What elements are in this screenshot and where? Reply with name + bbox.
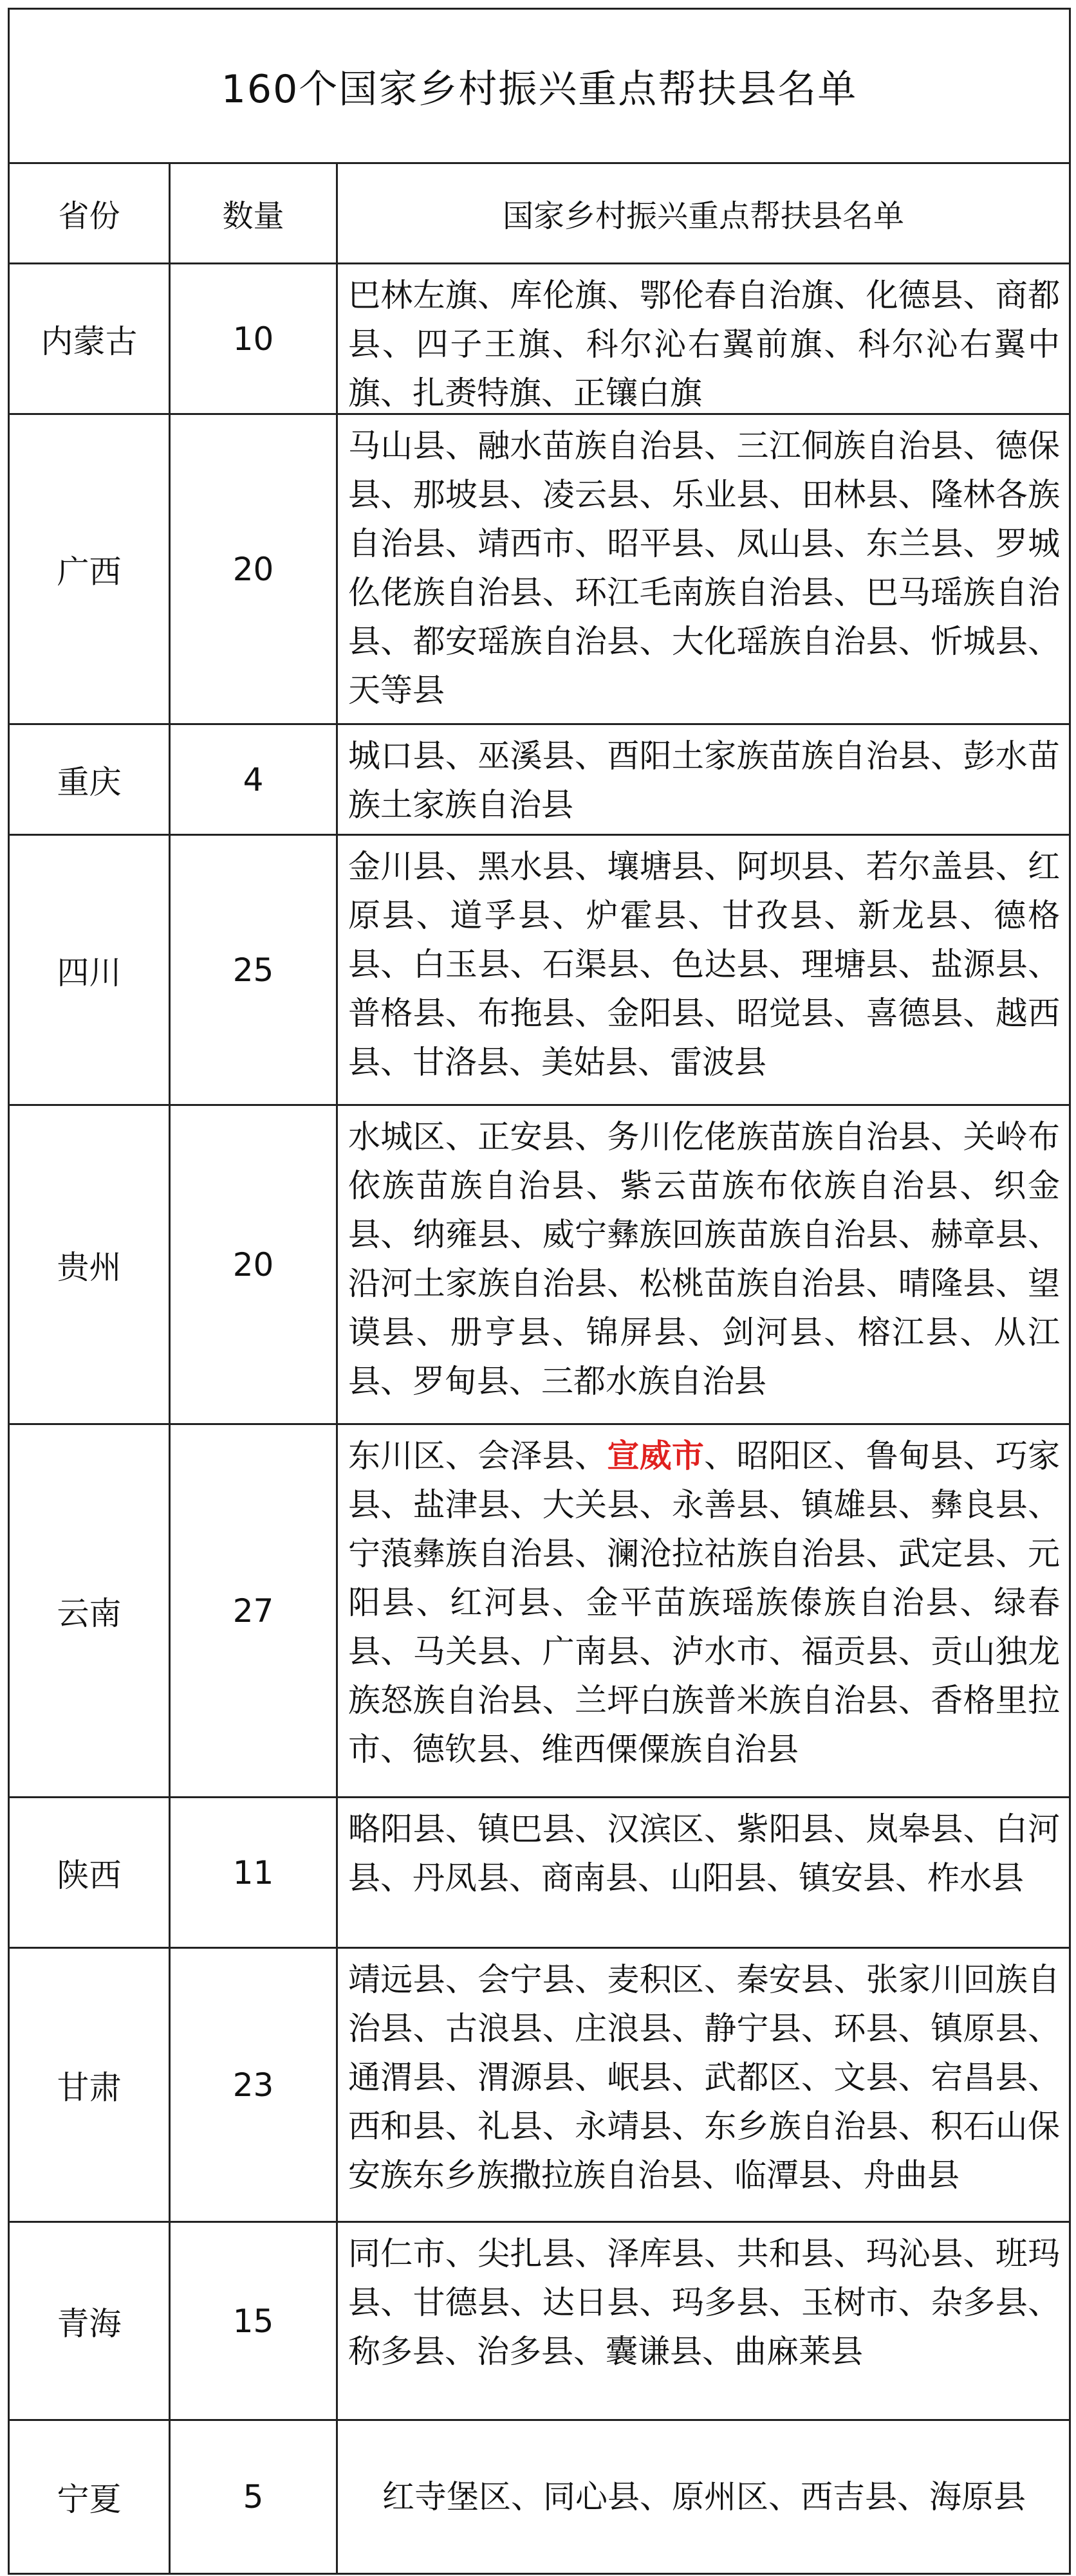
province-cell: 广西 <box>10 415 171 723</box>
county-name: 舟曲县 <box>863 2157 960 2194</box>
table-row <box>10 1106 1069 1425</box>
table-row <box>10 2421 1069 2573</box>
county-name: 晴隆县 <box>898 1265 996 1302</box>
county-name: 鲁甸县 <box>866 1437 963 1475</box>
province-cell: 云南 <box>10 1425 171 1796</box>
table-row <box>10 264 1069 415</box>
county-name: 杂多县 <box>931 2284 1028 2321</box>
county-name: 金阳县 <box>607 995 705 1032</box>
table-row <box>10 836 1069 1106</box>
county-name: 巫溪县 <box>478 737 575 775</box>
county-name: 喜德县 <box>866 995 963 1032</box>
county-name: 维西傈僳族自治县 <box>541 1731 799 1768</box>
county-list: 城口县、巫溪县、酉阳土家族苗族自治县、彭水苗族土家族自治县 <box>348 737 1061 823</box>
county-name: 红寺堡区 <box>382 2478 511 2516</box>
county-name: 松桃苗族自治县 <box>639 1265 866 1302</box>
province-cell: 贵州 <box>10 1106 171 1423</box>
county-name: 丹凤县 <box>413 1859 509 1897</box>
county-list: 靖远县、会宁县、麦积区、秦安县、张家川回族自治县、古浪县、庄浪县、静宁县、环县、镇原县、通渭县、渭源县、岷县、武都区、文县、宕昌县、西和县、礼县、永靖县、东乡族自治县、积石山保安族东乡族撒拉族自治县、临潭县、舟曲县 <box>348 1961 1061 2194</box>
county-name: 环江毛南族自治县 <box>575 574 834 611</box>
county-name: 贡山独龙族怒族自治县 <box>348 1633 1061 1719</box>
county-name: 会泽县 <box>478 1437 575 1475</box>
county-name: 剑河县 <box>721 1314 824 1351</box>
county-list: 红寺堡区、同心县、原州区、西吉县、海原县 <box>382 2478 1026 2516</box>
count-cell: 11 <box>171 1798 338 1947</box>
county-name: 盐津县 <box>413 1486 510 1523</box>
county-name: 红原县 <box>348 848 1061 934</box>
county-name: 理塘县 <box>801 946 898 983</box>
county-name: 福贡县 <box>801 1633 898 1670</box>
county-name: 紫阳县 <box>736 1810 834 1848</box>
county-name: 化德县 <box>866 277 963 314</box>
county-name: 绿春县 <box>348 1584 1061 1670</box>
county-name: 科尔沁右翼中旗 <box>348 326 1061 412</box>
county-name: 永善县 <box>671 1486 769 1523</box>
county-name: 东兰县 <box>866 525 963 562</box>
county-name: 巴马瑶族自治县 <box>348 574 1061 660</box>
county-name: 马山县 <box>348 427 445 465</box>
county-name: 昭觉县 <box>736 995 834 1032</box>
county-list: 巴林左旗、库伦旗、鄂伦春自治旗、化德县、商都县、四子王旗、科尔沁右翼前旗、科尔沁右翼中旗、扎赉特旗、正镶白旗 <box>348 277 1061 412</box>
county-name: 西和县 <box>348 2108 445 2145</box>
county-name: 大关县 <box>542 1486 640 1523</box>
county-name: 德钦县 <box>413 1731 509 1768</box>
county-name: 镇巴县 <box>478 1810 575 1848</box>
county-name: 原州区 <box>672 2478 768 2516</box>
county-name: 同仁市 <box>348 2235 445 2272</box>
county-name: 甘孜县 <box>721 897 824 934</box>
county-name: 白玉县 <box>413 946 510 983</box>
count-cell: 5 <box>171 2421 338 2573</box>
county-list: 同仁市、尖扎县、泽库县、共和县、玛沁县、班玛县、甘德县、达日县、玛多县、玉树市、杂多县、称多县、治多县、囊谦县、曲麻莱县 <box>348 2235 1061 2370</box>
county-list: 水城区、正安县、务川仡佬族苗族自治县、关岭布依族苗族自治县、紫云苗族布依族自治县、织金县、纳雍县、威宁彝族回族苗族自治县、赫章县、沿河土家族自治县、松桃苗族自治县、晴隆县、望谟县、册亨县、锦屏县、剑河县、榕江县、从江县、罗甸县、三都水族自治县 <box>348 1118 1061 1400</box>
county-name: 美姑县 <box>541 1044 638 1081</box>
county-name: 昭阳区 <box>736 1437 834 1475</box>
county-name: 武都区 <box>704 2059 802 2096</box>
county-name: 务川仡佬族苗族自治县 <box>607 1118 931 1155</box>
county-name: 镇安县 <box>799 1859 895 1897</box>
header-count: 数量 <box>171 164 338 262</box>
county-name: 同心县 <box>543 2478 640 2516</box>
county-name: 巧家县 <box>348 1437 1061 1523</box>
county-name: 商都县 <box>348 277 1061 363</box>
county-name: 庄浪县 <box>575 2010 672 2047</box>
province-cell: 甘肃 <box>10 1949 171 2221</box>
county-name: 鄂伦春自治旗 <box>639 277 834 314</box>
county-name: 兰坪白族普米族自治县 <box>575 1682 898 1719</box>
county-name: 若尔盖县 <box>866 848 996 885</box>
county-name: 从江县 <box>348 1314 1061 1400</box>
county-name: 彝良县 <box>931 1486 1028 1523</box>
count-cell: 27 <box>171 1425 338 1796</box>
county-name: 岚皋县 <box>866 1810 963 1848</box>
county-table <box>8 8 1071 2575</box>
county-name: 秦安县 <box>736 1961 834 1998</box>
county-name: 三江侗族自治县 <box>736 427 963 465</box>
county-name: 新龙县 <box>858 897 960 934</box>
county-name: 阿坝县 <box>736 848 834 885</box>
county-name: 商南县 <box>541 1859 638 1897</box>
county-name: 会宁县 <box>478 1961 575 1998</box>
county-name: 靖远县 <box>348 1961 445 1998</box>
county-name: 囊谦县 <box>606 2333 702 2370</box>
county-name: 马关县 <box>413 1633 510 1670</box>
county-name: 盐源县 <box>931 946 1028 983</box>
county-name: 东川区 <box>348 1437 445 1475</box>
county-name: 正安县 <box>478 1118 575 1155</box>
table-row <box>10 1798 1069 1949</box>
county-name: 治多县 <box>477 2333 573 2370</box>
county-name: 紫云苗族布依族自治县 <box>620 1167 960 1204</box>
county-name: 酉阳土家族苗族自治县 <box>607 737 931 775</box>
county-name: 达日县 <box>542 2284 640 2321</box>
county-name: 积石山保安族东乡族撒拉族自治县 <box>348 2108 1061 2194</box>
county-name: 天等县 <box>348 672 445 709</box>
county-list: 东川区、会泽县、宣威市、昭阳区、鲁甸县、巧家县、盐津县、大关县、永善县、镇雄县、彝良县、宁蒗彝族自治县、澜沧拉祜族自治县、武定县、元阳县、红河县、金平苗族瑶族傣族自治县、绿春县、马关县、广南县、泸水市、福贡县、贡山独龙族怒族自治县、兰坪白族普米族自治县、香格里拉市、德钦县、维西傈僳族自治县 <box>348 1437 1061 1768</box>
county-name: 色达县 <box>671 946 769 983</box>
county-name: 普格县 <box>348 995 445 1032</box>
county-name: 黑水县 <box>478 848 575 885</box>
province-cell: 重庆 <box>10 725 171 834</box>
county-name: 隆林各族自治县 <box>348 476 1061 562</box>
county-name: 纳雍县 <box>413 1216 510 1253</box>
county-name: 班玛县 <box>348 2235 1061 2321</box>
county-name: 临潭县 <box>734 2157 831 2194</box>
province-cell: 青海 <box>10 2223 171 2419</box>
county-list: 马山县、融水苗族自治县、三江侗族自治县、德保县、那坡县、凌云县、乐业县、田林县、隆林各族自治县、靖西市、昭平县、凤山县、东兰县、罗城仫佬族自治县、环江毛南族自治县、巴马瑶族自治县、都安瑶族自治县、大化瑶族自治县、忻城县、天等县 <box>348 427 1061 709</box>
county-name: 尖扎县 <box>478 2235 575 2272</box>
county-name: 靖西市 <box>478 525 575 562</box>
county-name: 泸水市 <box>671 1633 769 1670</box>
county-name: 柞水县 <box>927 1859 1024 1897</box>
county-name: 岷县 <box>607 2059 672 2096</box>
county-name: 织金县 <box>348 1167 1061 1253</box>
county-name: 海原县 <box>929 2478 1026 2516</box>
county-name: 西吉县 <box>801 2478 897 2516</box>
county-name: 甘洛县 <box>413 1044 509 1081</box>
county-name: 凤山县 <box>736 525 834 562</box>
county-name: 金川县 <box>348 848 445 885</box>
county-name: 元阳县 <box>348 1535 1061 1621</box>
header-county-names: 国家乡村振兴重点帮扶县名单 <box>502 198 904 234</box>
county-name: 榕江县 <box>858 1314 960 1351</box>
county-name: 田林县 <box>801 476 898 513</box>
county-name: 罗城仫佬族自治县 <box>348 525 1061 611</box>
county-name: 忻城县 <box>931 623 1028 660</box>
county-name: 扎赉特旗 <box>413 374 541 412</box>
county-name: 香格里拉市 <box>348 1682 1061 1768</box>
county-name: 城口县 <box>348 737 445 775</box>
count-cell: 23 <box>171 1949 338 2221</box>
county-name: 金平苗族瑶族傣族自治县 <box>586 1584 960 1621</box>
county-name: 通渭县 <box>348 2059 445 2096</box>
county-name: 库伦旗 <box>510 277 608 314</box>
county-name: 麦积区 <box>607 1961 705 1998</box>
county-name: 宣威市 <box>607 1437 705 1475</box>
count-cell: 15 <box>171 2223 338 2419</box>
count-cell: 25 <box>171 836 338 1104</box>
county-name: 静宁县 <box>704 2010 802 2047</box>
county-name: 册亨县 <box>450 1314 552 1351</box>
county-name: 乐业县 <box>671 476 769 513</box>
county-name: 环县 <box>833 2010 898 2047</box>
province-cell: 陕西 <box>10 1798 171 1947</box>
count-cell: 10 <box>171 264 338 413</box>
county-name: 略阳县 <box>348 1810 445 1848</box>
county-name: 科尔沁右翼前旗 <box>586 326 824 363</box>
table-row <box>10 1425 1069 1798</box>
county-name: 壤塘县 <box>607 848 705 885</box>
county-name: 永靖县 <box>575 2108 672 2145</box>
county-name: 玛沁县 <box>866 2235 963 2272</box>
county-name: 昭平县 <box>607 525 705 562</box>
county-name: 赫章县 <box>931 1216 1028 1253</box>
county-name: 德格县 <box>348 897 1061 983</box>
county-name: 越西县 <box>348 995 1061 1081</box>
county-name: 罗甸县 <box>413 1363 509 1400</box>
table-row <box>10 2223 1069 2421</box>
county-name: 山阳县 <box>670 1859 766 1897</box>
county-name: 雷波县 <box>670 1044 766 1081</box>
county-name: 东乡族自治县 <box>704 2108 898 2145</box>
county-name: 四子王旗 <box>416 326 552 363</box>
county-name: 广南县 <box>542 1633 640 1670</box>
county-name: 沿河土家族自治县 <box>348 1265 608 1302</box>
county-name: 澜沧拉祜族自治县 <box>607 1535 866 1572</box>
table-row <box>10 415 1069 725</box>
county-name: 曲麻莱县 <box>734 2333 863 2370</box>
county-name: 镇原县 <box>931 2010 1028 2047</box>
county-name: 红河县 <box>450 1584 552 1621</box>
table-title: 160个国家乡村振兴重点帮扶县名单 <box>10 10 1069 164</box>
county-name: 三都水族自治县 <box>541 1363 766 1400</box>
county-name: 那坡县 <box>413 476 510 513</box>
county-name: 锦屏县 <box>586 1314 689 1351</box>
county-name: 泽库县 <box>607 2235 705 2272</box>
count-cell: 20 <box>171 1106 338 1423</box>
county-name: 关岭布依族苗族自治县 <box>348 1118 1061 1204</box>
county-name: 武定县 <box>898 1535 996 1572</box>
county-name: 水城区 <box>348 1118 445 1155</box>
county-list: 金川县、黑水县、壤塘县、阿坝县、若尔盖县、红原县、道孚县、炉霍县、甘孜县、新龙县、德格县、白玉县、石渠县、色达县、理塘县、盐源县、普格县、布拖县、金阳县、昭觉县、喜德县、越西县、甘洛县、美姑县、雷波县 <box>348 848 1061 1081</box>
header-province: 省份 <box>10 164 171 262</box>
county-name: 凌云县 <box>542 476 640 513</box>
county-name: 融水苗族自治县 <box>478 427 705 465</box>
county-name: 巴林左旗 <box>348 277 478 314</box>
county-name: 道孚县 <box>450 897 552 934</box>
province-cell: 四川 <box>10 836 171 1104</box>
county-name: 玛多县 <box>671 2284 769 2321</box>
county-list: 略阳县、镇巴县、汉滨区、紫阳县、岚皋县、白河县、丹凤县、商南县、山阳县、镇安县、柞水县 <box>348 1810 1061 1897</box>
county-name: 渭源县 <box>478 2059 575 2096</box>
county-name: 共和县 <box>736 2235 834 2272</box>
county-name: 彭水苗族土家族自治县 <box>348 737 1061 823</box>
county-name: 德保县 <box>348 427 1061 513</box>
county-name: 汉滨区 <box>607 1810 705 1848</box>
province-cell: 内蒙古 <box>10 264 171 413</box>
table-row <box>10 1949 1069 2223</box>
county-name: 甘德县 <box>413 2284 510 2321</box>
county-name: 宁蒗彝族自治县 <box>348 1535 575 1572</box>
county-name: 望谟县 <box>348 1265 1061 1351</box>
county-name: 镇雄县 <box>801 1486 898 1523</box>
county-name: 石渠县 <box>542 946 640 983</box>
county-name: 玉树市 <box>801 2284 898 2321</box>
county-name: 布拖县 <box>478 995 575 1032</box>
county-name: 称多县 <box>348 2333 445 2370</box>
county-name: 都安瑶族自治县 <box>413 623 640 660</box>
county-name: 大化瑶族自治县 <box>671 623 898 660</box>
county-name: 炉霍县 <box>586 897 689 934</box>
county-name: 张家川回族自治县 <box>348 1961 1061 2047</box>
county-name: 正镶白旗 <box>573 374 702 412</box>
province-cell: 宁夏 <box>10 2421 171 2573</box>
county-name: 白河县 <box>348 1810 1061 1897</box>
county-name: 威宁彝族回族苗族自治县 <box>542 1216 898 1253</box>
county-name: 文县 <box>833 2059 898 2096</box>
county-name: 礼县 <box>478 2108 543 2145</box>
county-name: 古浪县 <box>445 2010 543 2047</box>
table-row <box>10 725 1069 836</box>
count-cell: 20 <box>171 415 338 723</box>
count-cell: 4 <box>171 725 338 834</box>
county-name: 宕昌县 <box>931 2059 1028 2096</box>
table-header-row <box>10 164 1069 264</box>
